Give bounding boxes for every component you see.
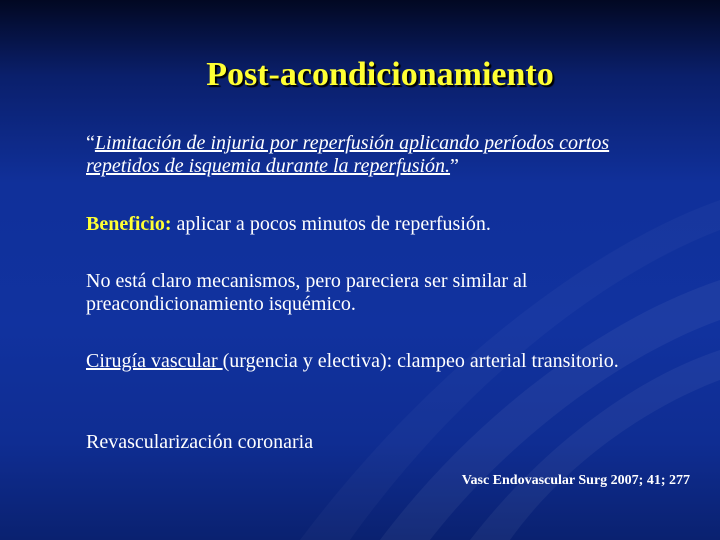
benefit-paragraph <box>86 213 686 236</box>
open-quote: “ <box>86 132 95 154</box>
benefit-text: aplicar a pocos minutos de reperfusión. <box>171 213 491 235</box>
benefit-label: Beneficio: <box>86 213 172 235</box>
surgery-text: (urgencia y electiva): clampeo arterial transitorio. <box>222 350 619 372</box>
reference-citation: Vasc Endovascular Surg 2007; 41; 277 <box>461 473 690 488</box>
slide-title: Post-acondicionamiento <box>206 56 554 93</box>
surgery-paragraph <box>86 350 686 373</box>
close-quote: ” <box>450 155 459 177</box>
definition-text: Limitación de injuria por reperfusión aplicando períodos cortos repetidos de isquemia durante la reperfusión. <box>86 132 610 177</box>
mechanism-paragraph: No está claro mecanismos, pero pareciera ser similar al preacondicionamiento isquémico. <box>86 270 528 315</box>
definition-paragraph <box>86 132 686 178</box>
coronary-paragraph: Revascularización coronaria <box>86 431 314 453</box>
surgery-label: Cirugía vascular <box>86 350 223 372</box>
